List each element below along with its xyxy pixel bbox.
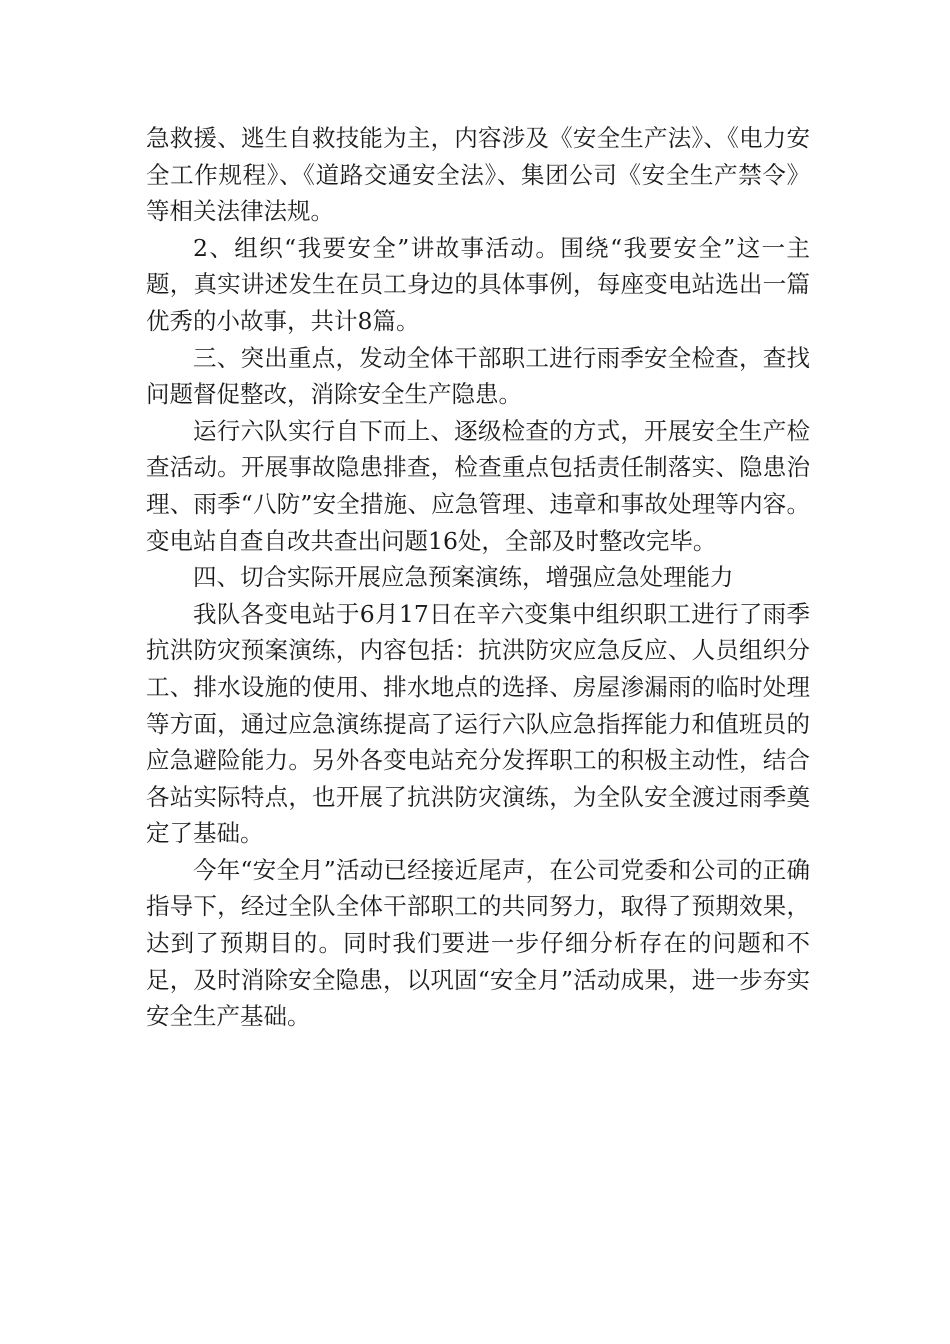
paragraph-drill: 我队各变电站于6月17日在辛六变集中组织职工进行了雨季抗洪防灾预案演练，内容包括：抗洪防灾应急反应、人员组织分工、排水设施的使用、排水地点的选择、房屋渗漏雨的临时处理等方面，通过应急演练提高了运行六队应急指挥能力和值班员的应急避险能力。另外各变电站充分发挥职工的积极主动性，结合各站实际特点，也开展了抗洪防灾演练，为全队安全渡过雨季奠定了基础。 <box>146 599 810 848</box>
paragraph-inspection: 运行六队实行自下而上、逐级检查的方式，开展安全生产检查活动。开展事故隐患排查，检查重点包括责任制落实、隐患治理、雨季“八防”安全措施、应急管理、违章和事故处理等内容。变电站自查自改共查出问题16处，全部及时整改完毕。 <box>146 416 810 555</box>
paragraph-conclusion: 今年“安全月”活动已经接近尾声，在公司党委和公司的正确指导下，经过全队全体干部职工的共同努力，取得了预期效果，达到了预期目的。同时我们要进一步仔细分析存在的问题和不足，及时消除安全隐患，以巩固“安全月”活动成果，进一步夯实安全生产基础。 <box>146 855 810 1031</box>
paragraph-continuation: 急救援、逃生自救技能为主，内容涉及《安全生产法》、《电力安全工作规程》、《道路交通安全法》、集团公司《安全生产禁令》等相关法律法规。 <box>146 124 810 226</box>
paragraph-section-four-heading: 四、切合实际开展应急预案演练，增强应急处理能力 <box>193 563 734 592</box>
document-body <box>146 120 810 1035</box>
paragraph-section-three-heading: 三、突出重点，发动全体干部职工进行雨季安全检查，查找问题督促整改，消除安全生产隐患。 <box>146 343 810 409</box>
paragraph-storytelling: 2、组织“我要安全”讲故事活动。围绕“我要安全”这一主题，真实讲述发生在员工身边的具体事例，每座变电站选出一篇优秀的小故事，共计8篇。 <box>146 233 810 335</box>
